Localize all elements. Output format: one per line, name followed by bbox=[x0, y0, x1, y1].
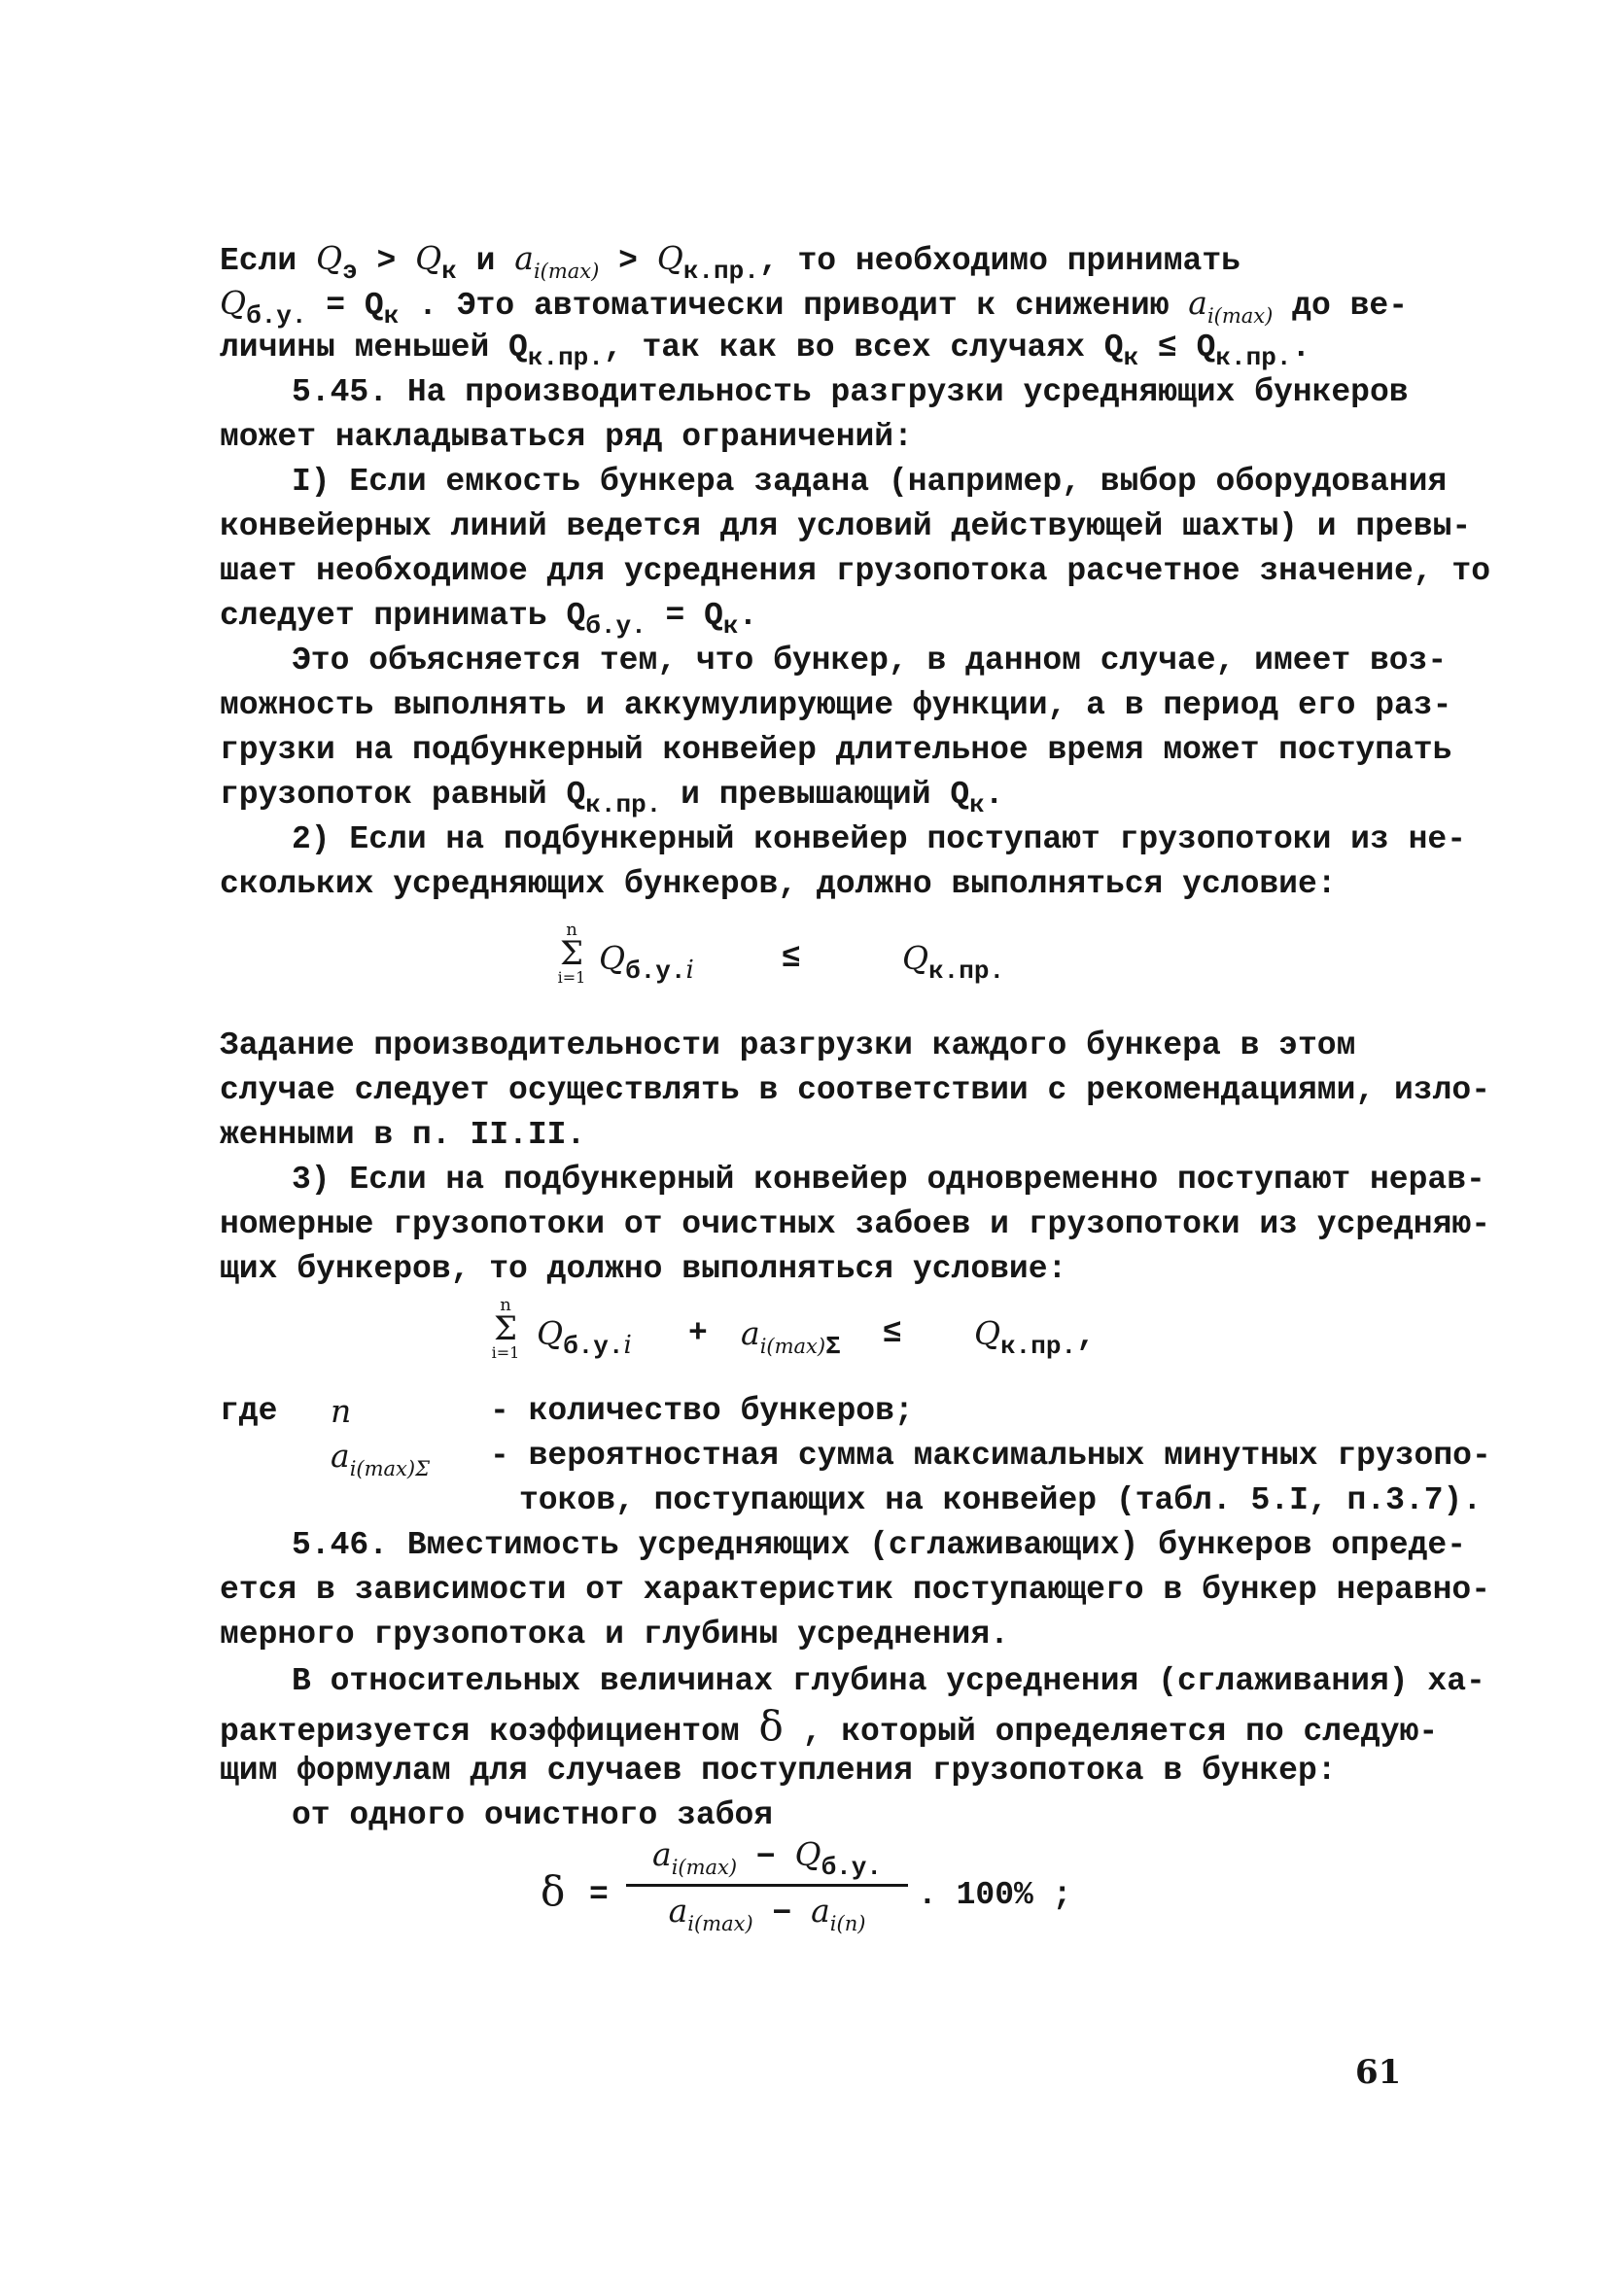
formula-2-sum-term: $Q_{б.у.i}$ bbox=[537, 1314, 632, 1361]
item-1-line-1: I) Если емкость бункера задана (например, выбор оборудования bbox=[292, 464, 1448, 500]
intro-line-3: личины меньшей $Q_{к.пр.}$, так как во всех случаях $Q_к \le Q_{к.пр.}$. bbox=[220, 330, 1311, 372]
fraction-denominator: $a_{i(max)} - a_{i(n)}$ bbox=[668, 1892, 866, 1935]
def-text-a-line-2: токов, поступающих на конвейер (табл. 5.I, п.3.7). bbox=[519, 1482, 1483, 1518]
section-5-46-line-2: ется в зависимости от характеристик поступающего в бункер неравно- bbox=[220, 1572, 1491, 1608]
relative-line-3: щим формулам для случаев поступления грузопотока в бункер: bbox=[220, 1753, 1337, 1789]
formula-2-plus: + bbox=[688, 1315, 708, 1351]
relative-line-4: от одного очистного забоя bbox=[292, 1797, 774, 1833]
item-2-line-2: скольких усредняющих бункеров, должно выполняться условие: bbox=[220, 866, 1337, 902]
section-5-46-line-3: мерного грузопотока и глубины усреднения. bbox=[220, 1617, 1009, 1652]
delta-symbol: δ bbox=[541, 1867, 566, 1915]
where-label: где bbox=[220, 1393, 278, 1429]
formula-3-tail: . 100% ; bbox=[918, 1877, 1072, 1913]
item-1-line-3: шает необходимое для усреднения грузопотока расчетное значение, то bbox=[220, 553, 1491, 589]
fraction-numerator: $a_{i(max)} - Q_{б.у.}$ bbox=[652, 1835, 882, 1882]
task-line-3: женными в п. II.II. bbox=[220, 1117, 586, 1153]
fraction bbox=[626, 1835, 908, 1935]
def-symbol-n: n bbox=[331, 1392, 352, 1430]
section-5-45-line-2: может накладываться ряд ограничений: bbox=[220, 419, 913, 455]
explanation-line-3: грузки на подбункерный конвейер длительное время может поступать bbox=[220, 732, 1452, 768]
relative-line-1: В относительных величинах глубина усреднения (сглаживания) ха- bbox=[292, 1663, 1485, 1699]
task-line-2: случае следует осуществлять в соответствии с рекомендациями, изло- bbox=[220, 1072, 1491, 1108]
def-symbol-a: $a_{i(max)\Sigma}$ bbox=[331, 1437, 430, 1480]
def-text-a-line-1: - вероятностная сумма максимальных минутных грузопо- bbox=[490, 1438, 1491, 1474]
formula-2-right: $Q_{к.пр.}$, bbox=[974, 1314, 1096, 1361]
task-line-1: Задание производительности разгрузки каждого бункера в этом bbox=[220, 1027, 1356, 1063]
formula-2-relation: ≤ bbox=[883, 1315, 902, 1351]
explanation-line-1: Это объясняется тем, что бункер, в данном случае, имеет воз- bbox=[292, 643, 1448, 678]
section-5-45-heading: 5.45. На производительность разгрузки усредняющих бункеров bbox=[292, 374, 1409, 410]
item-1-line-4: следует принимать $Q_{б.у.} = Q_к$. bbox=[220, 598, 758, 641]
item-2-line-1: 2) Если на подбункерный конвейер поступают грузопотоки из не- bbox=[292, 821, 1466, 857]
formula-2-a-term: $a_{i(max)\Sigma}$ bbox=[741, 1314, 841, 1361]
intro-line-1: Если $Q_э > Q_к$ и $a_{i(max)} > Q_{к.пр.}$, то необходимо принимать bbox=[220, 239, 1240, 286]
item-1-line-2: конвейерных линий ведется для условий действующей шахты) и превы- bbox=[220, 508, 1472, 544]
section-5-46-heading: 5.46. Вместимость усредняющих (сглаживающих) бункеров опреде- bbox=[292, 1527, 1466, 1563]
page-number: 61 bbox=[1355, 2053, 1402, 2092]
fraction-bar bbox=[626, 1884, 908, 1887]
intro-line-2: $Q_{б.у.} = Q_к$ . Это автоматически приводит к снижению $a_{i(max)}$ до ве- bbox=[220, 284, 1408, 330]
document-page: Если $Q_э > Q_к$ и $a_{i(max)} > Q_{к.пр.}$, то необходимо принимать $Q_{б.у.} = Q_к$ . Это автоматически приводит к снижению $a_{i(max)}$ до ве- личины меньшей $Q_{к.пр.}$, так как во всех случаях $Q_к \le Q_{к.пр.}$. 5.45. На производительность разгрузки усредняющих бункеров может накладываться ряд ограничений: I) Если емкость бункера задана (например, выбор оборудования конвейерных линий ведется для условий действующей шахты) и превы- шает необходимое для усреднения грузопотока расчетное значение, то следует принимать $Q_{б.у.} = Q_к$. Это объясняется тем, что бункер, в данном случае, имеет воз- можность выполнять и аккумулирующие функции, а в период его раз- грузки на подбункерный конвейер длительное время может поступать грузопоток равный $Q_{к.пр.}$ и превышающий $Q_к$. 2) Если на подбункерный конвейер поступают грузопотоки из не- скольких усредняющих бункеров, должно выполняться условие: n Σ i=1 $Q_{б.у.i}$ ≤ $Q_{к.пр.}$ Задание производительности разгрузки каждого бункера в этом случае следует осуществлять в соответствии с рекомендациями, изло- женными в п. II.II. 3) Если на подбункерный конвейер одновременно поступают нерав- номерные грузопотоки от очистных забоев и грузопотоки из усредняю- щих бункеров, то должно выполняться условие: n Σ i=1 $Q_{б.у.i}$ + $a_{i(max)\Sigma}$ ≤ $Q_{к.пр.}$, где n - количество бункеров; $a_{i(max)\Sigma}$ - вероятностная сумма максимальных минутных грузопо- токов, поступающих на конвейер (табл. 5.I, п.3.7). 5.46. Вместимость усредняющих (сглаживающих) бункеров опреде- ется в зависимости от характеристик поступающего в бункер неравно- мерного грузопотока и глубины усреднения. В относительных величинах глубина усреднения (сглаживания) ха- рактеризуется коэффициентом δ , который определяется по следую- щим формулам для случаев поступления грузопотока в бункер: от одного очистного забоя δ = $a_{i(max)} - Q_{б.у.}$ $a_{i(max)} - a_{i(n)}$ . 100% ; 61 bbox=[220, 239, 1491, 2092]
formula-1-relation: ≤ bbox=[782, 940, 801, 976]
item-3-line-3: щих бункеров, то должно выполняться условие: bbox=[220, 1251, 1067, 1287]
formula-3-equals: = bbox=[589, 1877, 609, 1913]
item-3-line-2: номерные грузопотоки от очистных забоев и грузопотоки из усредняю- bbox=[220, 1206, 1491, 1242]
explanation-line-4: грузопоток равный $Q_{к.пр.}$ и превышающий $Q_к$. bbox=[220, 777, 1004, 819]
formula-1-left: $Q_{б.у.i}$ bbox=[599, 939, 694, 986]
relative-line-2: рактеризуется коэффициентом δ , который определяется по следую- bbox=[220, 1702, 1439, 1750]
item-3-line-1: 3) Если на подбункерный конвейер одновременно поступают нерав- bbox=[292, 1162, 1485, 1198]
def-text-n: - количество бункеров; bbox=[490, 1393, 914, 1429]
formula-1-right: $Q_{к.пр.}$ bbox=[902, 939, 1005, 986]
explanation-line-2: можность выполнять и аккумулирующие функции, а в период его раз- bbox=[220, 687, 1452, 723]
